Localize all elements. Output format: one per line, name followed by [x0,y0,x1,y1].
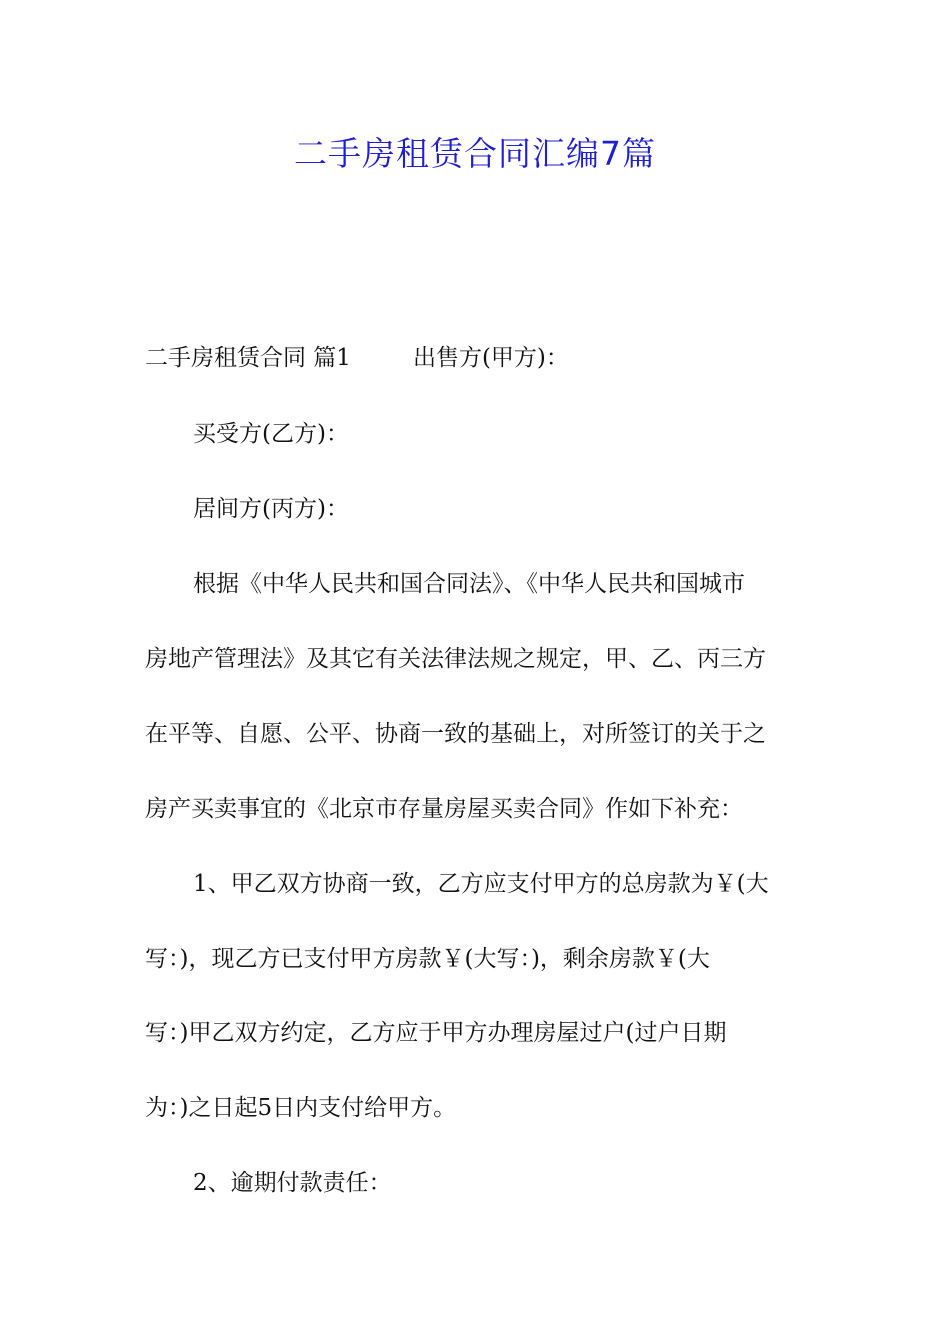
section-heading: 二手房租赁合同 篇1 [145,345,351,371]
paragraph-1-line-3: 在平等、自愿、公平、协商一致的基础上，对所签订的关于之 [145,721,766,747]
seller-label: 出售方(甲方)： [412,345,569,371]
paragraph-1-line-2: 房地产管理法》及其它有关法律法规之规定，甲、乙、丙三方 [145,646,766,672]
item-2-heading: 2、逾期付款责任： [193,1170,392,1196]
buyer-label: 买受方(乙方)： [193,421,349,447]
intermediary-label: 居间方(丙方)： [193,496,349,522]
section-heading-line [145,340,815,376]
paragraph-2-line-1: 1、甲乙双方协商一致，乙方应支付甲方的总房款为￥(大 [193,871,769,897]
paragraph-2-line-3: 写：)甲乙双方约定，乙方应于甲方办理房屋过户(过户日期 [145,1020,727,1046]
document-title: 二手房租赁合同汇编7篇 [294,134,656,173]
paragraph-2-line-2: 写：)，现乙方已支付甲方房款￥(大写：)，剩余房款￥(大 [145,946,710,972]
paragraph-1-line-4: 房产买卖事宜的《北京市存量房屋买卖合同》作如下补充： [145,796,743,822]
paragraph-1-line-1: 根据《中华人民共和国合同法》、《中华人民共和国城市 [193,571,745,597]
paragraph-2-line-4: 为：)之日起5日内支付给甲方。 [145,1095,457,1121]
